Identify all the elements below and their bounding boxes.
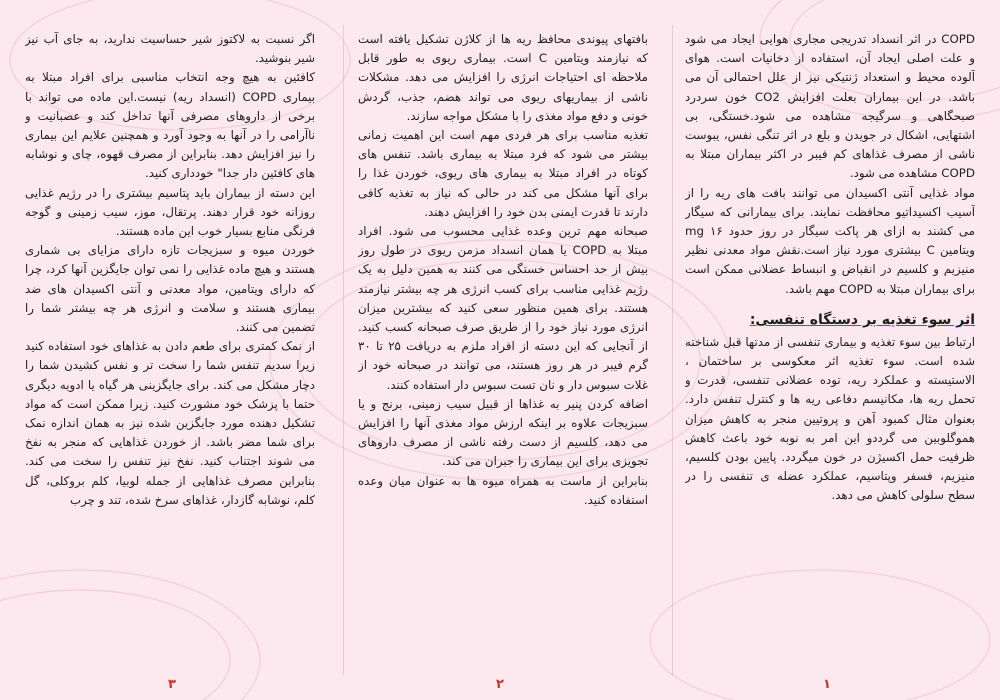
page-3-column bbox=[25, 30, 315, 670]
paragraph: این دسته از بیماران باید پتاسیم بیشتری را در رژیم غذایی روزانه خود قرار دهند. پرتقال، موز، سیب زمینی و گوجه فرنگی منابع بسیار خوب این ماده هستند. bbox=[25, 185, 315, 239]
page-number: ۳ bbox=[168, 677, 176, 692]
paragraph: بافتهای پیوندی محافظ ریه ها از کلاژن تشکیل یافته است که نیازمند ویتامین C است. بیماری ریوی به طور قابل ملاحظه ای احتیاجات انرژی را افزایش می دهد. مشکلات ناشی از بیماریهای ریوی می تواند هضم، جذب، گردش خونی و دفع مواد مغذی را با مشکل مواجه سازند. bbox=[358, 32, 648, 123]
column-divider bbox=[343, 25, 344, 675]
page-2-column bbox=[358, 30, 648, 670]
paragraph: اضافه کردن پنیر به غذاها از قبیل سیب زمینی، برنج و یا سبزیجات علاوه بر اینکه ارزش مواد مغذی آنها را افزایش می دهد، کلسیم از دست رفته ناشی از مصرف داروهای تجویزی برای این بیماری را جبران می کند. bbox=[358, 396, 648, 469]
paragraph: اگر نسبت به لاکتوز شیر حساسیت ندارید، به جای آب نیز شیر بنوشید. bbox=[25, 32, 315, 66]
paragraph: مواد غذایی آنتی اکسیدان می توانند بافت های ریه را از آسیب اکسیداتیو محافظت نمایند. برای بیمارانی که سیگار می کشند به ازای هر پاکت سیگار در روز حدود ۱۶ mg ویتامین C بیشتری مورد نیاز است.نقش مواد معدنی نظیر منیزیم و کلسیم در انقباض و انبساط عضلانی ممکن است برای بیماران مبتلا به COPD مهم باشد. bbox=[685, 185, 975, 296]
paragraph: صبحانه مهم ترین وعده غذایی محسوب می شود. افراد مبتلا به COPD یا همان انسداد مزمن ریوی در طول روز بیش از حد احساس خستگی می کنند به همین دلیل به یک رژیم غذایی مناسب برای کسب انرژی هر چه بیشتر نیازمند هستند. برای همین منظور سعی کنید که بیشترین میزان انرژی مورد نیاز خود را از طریق صرف صبحانه کسب کنید. از آنجایی که این دسته از افراد ملزم به دریافت ۲۵ تا ۳۰ گرم فیبر در هر روز هستند، می توانند در صبحانه خود از غلات سبوس دار و نان تست سبوس دار استفاده کنند. bbox=[358, 224, 648, 392]
paragraph: بنابراین از ماست به همراه میوه ها به عنوان میان وعده استفاده کنید. bbox=[358, 473, 648, 507]
page-number: ۱ bbox=[823, 677, 831, 692]
section-heading: اثر سوء تغذیه بر دستگاه تنفسی: bbox=[749, 311, 975, 328]
paragraph: ارتباط بین سوء تغذیه و بیماری تنفسی از مدتها قبل شناخته شده است. سوء تغذیه اثر معکوسی بر ساختمان ، الاستیسته و عملکرد ریه، توده عضلانی تنفسی، قدرت و تحمل ریه ها، مکانیسم دفاعی ریه ها و کنترل تنفس دارد. بعنوان مثال کمبود آهن و پروتیین منجر به کاهش میزان هموگلوبین می گرددو این امر به نوبه خود باعث کاهش ظرفیت حمل اکسیژن در خون میگردد. پایین بودن کلسیم، منیزیم، فسفر وپتاسیم، عملکرد عضله ی تنفسی را در سطح سلولی کاهش می دهد. bbox=[685, 334, 975, 503]
paragraph: خوردن میوه و سبزیجات تازه دارای مزایای بی شماری هستند و هیچ ماده غذایی را نمی توان جایگزین آنها کرد، چرا که دارای ویتامین، مواد معدنی و آنتی اکسیدان های ضد بیماری هستند و سلامت و انرژی هر چه بیشتر شما را تضمین می کنند. bbox=[25, 243, 315, 335]
paragraph: تغذیه مناسب برای هر فردی مهم است این اهمیت زمانی بیشتر می شود که فرد مبتلا به بیماری باشد. تنفس های کوتاه در افراد مبتلا به بیماری های ریوی، خوردن غذا را برای آنها مشکل می کند در حالی که نیاز به تغذیه کافی دارند تا قدرت ایمنی بدن خود را افزایش دهند. bbox=[358, 128, 648, 219]
page-number: ۲ bbox=[496, 677, 504, 692]
page-1-column bbox=[685, 30, 975, 670]
column-divider bbox=[672, 25, 673, 675]
paragraph: کافئین به هیچ وجه انتخاب مناسبی برای افراد مبتلا به بیماری COPD (انسداد ریه) نیست.این ماده می تواند با برخی از داروهای مصرفی آنها تداخل کند و عصبانیت و ناآرامی را در آنها به وجود آورد و همچنین علایم این بیماری را نیز افزایش دهد. بنابراین از مصرف قهوه، چای و نوشابه های کافئین دار جدا" خودداری کنید. bbox=[25, 70, 315, 181]
paragraph: از نمک کمتری برای طعم دادن به غذاهای خود استفاده کنید زیرا سدیم تنفس شما را سخت تر و نفس کشیدن شما را دچار مشکل می کند. برای جایگزینی هر گیاه یا ادویه دیگری حتما با پزشک خود مشورت کنید. زیرا ممکن است که مواد تشکیل دهنده مورد جایگزین شده نیز به همان اندازه نمک برای شما مضر باشد. از خوردن غذاهایی که منجر به نفخ می شوند اجتناب کنید. نفخ نیز تنفس را سخت می کند. بنابراین مصرف غذاهایی از جمله لوبیا، کلم بروکلی، گل کلم، نوشابه گازدار، غذاهای سرخ شده، تند و چرب bbox=[25, 339, 315, 507]
paragraph: COPD در اثر انسداد تدریجی مجاری هوایی ایجاد می شود و علت اصلی ایجاد آن، استفاده از دخانیات است. هوای آلوده محیط و استعداد ژنتیکی نیز از علل احتمالی آن می باشد. در این بیماران بعلت افزایش CO2 خون سردرد صبحگاهی و سرگیجه مشاهده می شود.خستگی، بی اشتهایی، اشکال در جویدن و بلع در اثر تنگی نفس، یبوست ناشی از مصرف غذاهای کم فیبر در اکثر بیماران مبتلا به COPD مشاهده می شود. bbox=[685, 32, 975, 181]
